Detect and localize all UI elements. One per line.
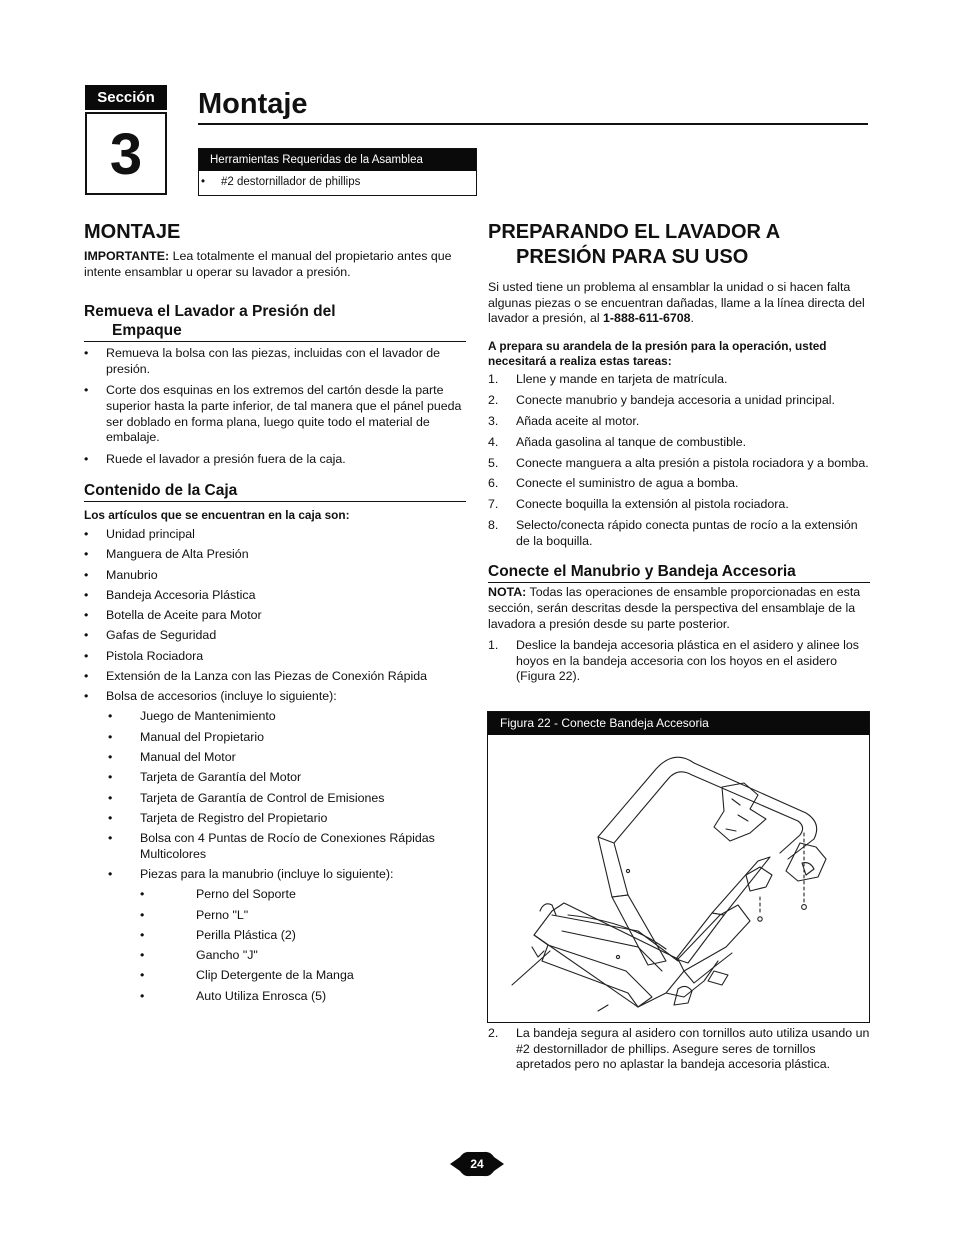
left-column <box>84 220 466 1004</box>
list-item: • Unidad principal <box>84 527 466 543</box>
prep-intro-end: . <box>690 311 694 326</box>
note-paragraph <box>488 585 870 632</box>
list-item: • Bolsa de accesorios (incluye lo siguiente): <box>84 689 466 705</box>
figure-22 <box>487 711 870 1023</box>
list-item <box>488 1026 870 1073</box>
prep-heading-line2: PRESIÓN PARA SU USO <box>516 246 749 268</box>
tools-header: Herramientas Requeridas de la Asamblea <box>199 149 476 171</box>
step-number: 1. <box>488 371 499 386</box>
handle-parts-list <box>84 887 466 1004</box>
title-rule <box>198 123 868 125</box>
list-item: • Perno del Soporte <box>84 887 466 903</box>
connect-steps <box>488 638 870 685</box>
note-text: Todas las operaciones de ensamble proporcionadas en esta sección, serán descritas desde la perspectiva del ensamblaje de la lavadora a presión desde su parte posterior. <box>488 585 861 631</box>
list-item: • Bandeja Accesoria Plástica <box>84 588 466 604</box>
prep-steps <box>488 372 870 549</box>
list-item: • Gafas de Seguridad <box>84 628 466 644</box>
prep-lead: A prepara su arandela de la presión para la operación, usted necesitará a realiza estas tareas: <box>488 338 827 369</box>
contents-lead: Los artículos que se encuentran en la caja son: <box>84 508 350 523</box>
tools-item-text: #2 destornillador de phillips <box>221 176 361 188</box>
step-number: 1. <box>488 638 499 653</box>
tools-box <box>198 148 477 196</box>
list-item: • Clip Detergente de la Manga <box>84 968 466 984</box>
list-item: • Ruede el lavador a presión fuera de la caja. <box>84 452 466 468</box>
step-number: 5. <box>488 455 499 470</box>
list-item: • Botella de Aceite para Motor <box>84 608 466 624</box>
list-item <box>488 393 870 409</box>
list-item: • Extensión de la Lanza con las Piezas de Conexión Rápida <box>84 669 466 685</box>
step-text: Conecte manguera a alta presión a pistola rociadora y a bomba. <box>516 455 869 470</box>
list-item: • Gancho "J" <box>84 948 466 964</box>
step-number: 2. <box>488 392 499 407</box>
step-text: Conecte boquilla la extensión al pistola rociadora. <box>516 497 789 512</box>
list-item: • Manual del Propietario <box>84 730 466 746</box>
contents-list <box>84 527 466 705</box>
list-item: • Tarjeta de Registro del Propietario <box>84 811 466 827</box>
list-item: • Bolsa con 4 Puntas de Rocío de Conexiones Rápidas Multicolores <box>84 831 466 862</box>
list-item <box>488 372 870 388</box>
list-item <box>488 638 870 685</box>
prep-heading <box>488 220 870 270</box>
list-item <box>488 497 870 513</box>
bullet: • <box>201 176 206 188</box>
page-number-badge <box>450 1151 504 1177</box>
right-column <box>488 220 870 685</box>
step-text: Selecto/conecta rápido conecta puntas de rocío a la extensión de la boquilla. <box>516 518 858 548</box>
list-item: • Piezas para la manubrio (incluye lo siguiente): <box>84 867 466 883</box>
list-item: • Manguera de Alta Presión <box>84 547 466 563</box>
list-item <box>488 414 870 430</box>
prep-intro <box>488 280 870 327</box>
list-item <box>488 518 870 549</box>
accessories-list <box>84 709 466 882</box>
step-text: Añada aceite al motor. <box>516 413 640 428</box>
prep-heading-line1: PREPARANDO EL LAVADOR A <box>488 221 781 243</box>
step-text: Llene y mande en tarjeta de matrícula. <box>516 371 728 386</box>
important-text: Lea totalmente el manual del propietario antes que intente ensamblar u operar su lavador a presión. <box>84 249 452 279</box>
step-number: 8. <box>488 518 499 533</box>
step-number: 2. <box>488 1026 499 1040</box>
section-number: 3 <box>85 112 167 195</box>
important-label: IMPORTANTE: <box>84 249 170 263</box>
hotline-phone: 1-888-611-6708 <box>603 311 691 326</box>
list-item <box>488 435 870 451</box>
step-text: La bandeja segura al asidero con tornillos auto utiliza usando un #2 destornillador de phillips. Asegure seres de tornillos apretados pero no aplastar la bandeja accesoria plástica. <box>516 1026 870 1072</box>
list-item: • Corte dos esquinas en los extremos del cartón desde la parte superior hasta la parte inferior, de tal manera que el pánel pueda ser doblado en forma plana, luego quite todo el material de embalaje. <box>84 383 466 445</box>
list-item: • Perno "L" <box>84 908 466 924</box>
list-item <box>488 456 870 472</box>
connect-heading: Conecte el Manubrio y Bandeja Accesoria <box>488 562 870 583</box>
prep-intro-text: Si usted tiene un problema al ensamblar la unidad o si hacen falta algunas piezas o se encuentran dañadas, llame a la línea directa del lavador a presión, al <box>488 280 865 326</box>
handle-tray-diagram <box>488 735 869 1022</box>
remove-list <box>84 346 466 467</box>
section-tab: Sección <box>85 85 167 110</box>
step-text: Añada gasolina al tanque de combustible. <box>516 434 747 449</box>
remove-heading-line1: Remueva el Lavador a Presión del <box>84 303 336 321</box>
list-item: • Juego de Mantenimiento <box>84 709 466 725</box>
step-number: 7. <box>488 497 499 512</box>
tools-item <box>199 171 476 193</box>
list-item: • Perilla Plástica (2) <box>84 928 466 944</box>
list-item: • Tarjeta de Garantía de Control de Emisiones <box>84 791 466 807</box>
list-item: • Auto Utiliza Enrosca (5) <box>84 989 466 1005</box>
page-number: 24 <box>470 1157 484 1171</box>
step-text: Conecte el suministro de agua a bomba. <box>516 476 739 491</box>
step-text: Deslice la bandeja accesoria plástica en el asidero y alinee los hoyos en la bandeja accesoria con los hoyos en el asidero (Figura 22). <box>516 638 860 684</box>
step-number: 4. <box>488 434 499 449</box>
list-item: • Remueva la bolsa con las piezas, incluidas con el lavador de presión. <box>84 346 466 377</box>
montaje-heading: MONTAJE <box>84 221 181 243</box>
list-item: • Tarjeta de Garantía del Motor <box>84 770 466 786</box>
step-number: 6. <box>488 476 499 491</box>
note-label: NOTA: <box>488 585 527 600</box>
important-paragraph <box>84 249 466 280</box>
list-item: • Pistola Rociadora <box>84 649 466 665</box>
list-item: • Manubrio <box>84 568 466 584</box>
step-text: Conecte manubrio y bandeja accesoria a unidad principal. <box>516 392 835 407</box>
remove-heading-line2: Empaque <box>112 322 182 340</box>
contents-heading: Contenido de la Caja <box>84 481 466 502</box>
list-item: • Manual del Motor <box>84 750 466 766</box>
remove-heading <box>84 302 466 342</box>
page-title: Montaje <box>198 88 308 120</box>
step-number: 3. <box>488 413 499 428</box>
figure-caption: Figura 22 - Conecte Bandeja Accesoria <box>488 712 869 735</box>
list-item <box>488 476 870 492</box>
connect-steps-continued <box>488 1026 870 1073</box>
